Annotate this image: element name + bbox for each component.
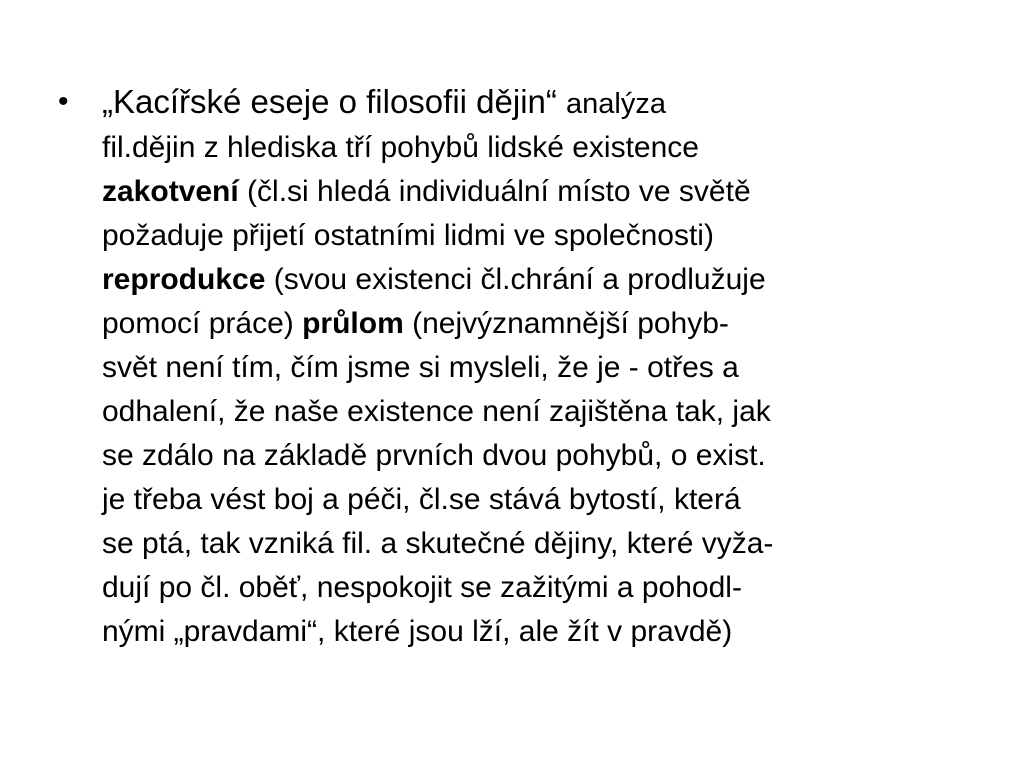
text-line [102, 566, 968, 610]
text-span: analýza [566, 88, 666, 120]
text-line [102, 522, 968, 566]
text-line [102, 214, 968, 258]
keyword-zakotveni: zakotvení [102, 175, 239, 208]
text-line [102, 434, 968, 478]
text-line [102, 390, 968, 434]
keyword-prulom: průlom [302, 307, 404, 340]
text-span: se zdálo na základě prvních dvou pohybů, o exist. [102, 439, 766, 472]
text-line [102, 126, 968, 170]
text-line [102, 170, 968, 214]
text-line [102, 302, 968, 346]
text-span: (nejvýznamnější pohyb- [403, 307, 729, 340]
text-span: pomocí práce) [102, 307, 303, 340]
text-span: je třeba vést boj a péči, čl.se stává bytostí, která [102, 483, 741, 516]
text-line [102, 80, 968, 126]
text-line [102, 346, 968, 390]
text-span: fil.dějin z hlediska tří pohybů lidské existence [102, 131, 699, 164]
text-line [102, 258, 968, 302]
bullet-text [102, 80, 968, 654]
bullet-item [58, 80, 968, 654]
text-span: se ptá, tak vzniká fil. a skutečné dějiny, které vyža- [102, 527, 774, 560]
keyword-reprodukce: reprodukce [102, 263, 266, 296]
text-span: požaduje přijetí ostatními lidmi ve společnosti) [102, 219, 714, 252]
text-span: svět není tím, čím jsme si mysleli, že je - otřes a [102, 351, 739, 384]
text-line [102, 610, 968, 654]
text-span: (čl.si hledá individuální místo ve světě [238, 175, 751, 208]
bullet-icon: • [58, 85, 69, 118]
text-span: (svou existenci čl.chrání a prodlužuje [265, 263, 766, 296]
text-line [102, 478, 968, 522]
text-span: odhalení, že naše existence není zajištěna tak, jak [102, 395, 771, 428]
bullet-list [58, 80, 968, 654]
work-title: „Kacířské eseje o filosofii dějin“ [102, 83, 567, 120]
text-span: nými „pravdami“, které jsou lží, ale žít v pravdě) [102, 615, 733, 648]
text-span: dují po čl. oběť, nespokojit se zažitými a pohodl- [102, 571, 742, 604]
